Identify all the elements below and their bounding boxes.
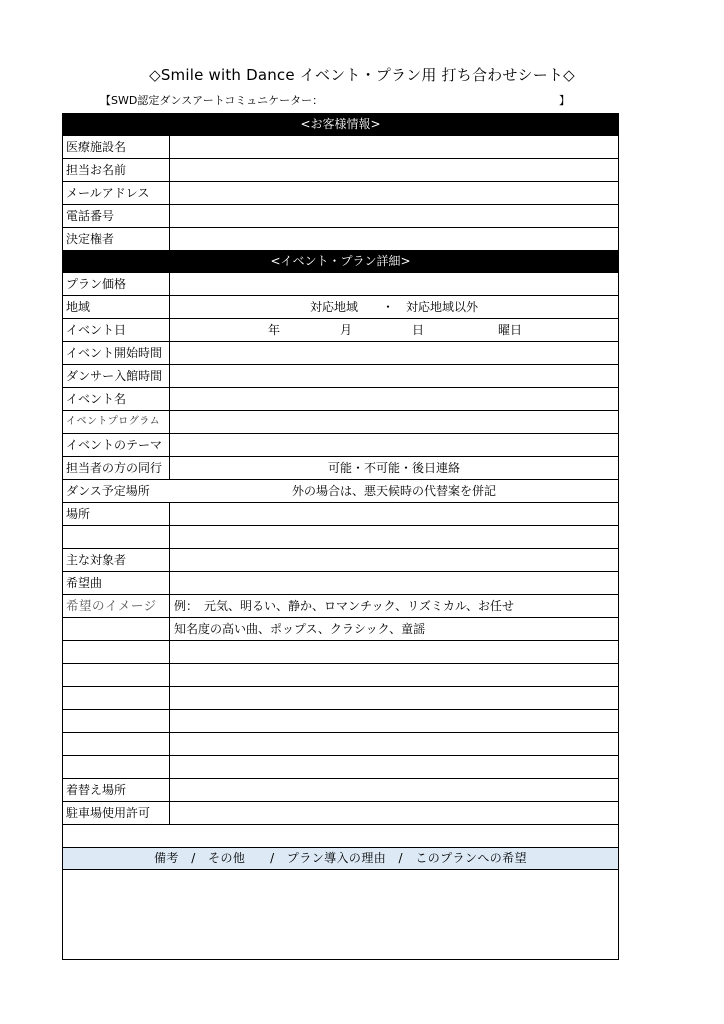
facility-name-label: 医療施設名 [63,136,170,158]
email-field[interactable] [170,182,618,204]
place-field[interactable] [170,503,618,525]
row-accompany [63,457,618,480]
blank-label [63,710,170,732]
start-time-field[interactable] [170,342,618,364]
blank-field[interactable] [170,664,618,686]
row-dancer-arrival [63,365,618,388]
place-extra-field[interactable] [170,526,618,548]
blank-label [63,756,170,778]
phone-label: 電話番号 [63,205,170,227]
row-event-program [63,411,618,434]
page-title: ◇Smile with Dance イベント・プラン用 打ち合わせシート◇ [149,66,575,84]
image-example-1[interactable]: 例： 元気、明るい、静か、ロマンチック、リズミカル、お任せ [174,599,514,613]
dancer-arrival-field[interactable] [170,365,618,387]
row-request-song [63,572,618,595]
accompany-options[interactable]: 可能・不可能・後日連絡 [327,461,460,475]
email-label: メールアドレス [63,182,170,204]
row-parking [63,802,618,825]
area-label: 地域 [63,296,170,318]
year-unit: 年 [268,323,281,337]
row-changing-room [63,779,618,802]
row-event-name [63,388,618,411]
event-program-field[interactable] [170,411,618,433]
row-area [63,296,618,319]
row-phone [63,205,618,228]
row-blank-5 [63,733,618,756]
spacer-row [63,825,618,848]
area-options[interactable]: 対応地域 ・ 対応地域以外 [309,300,478,314]
meeting-sheet [62,113,619,960]
start-time-label: イベント開始時間 [63,342,170,364]
audience-label: 主な対象者 [63,549,170,571]
decision-maker-label: 決定権者 [63,228,170,250]
dance-place-label: ダンス予定場所 [66,484,150,498]
event-date-field[interactable] [170,319,618,341]
row-blank-4 [63,710,618,733]
place-extra-label [63,526,170,548]
row-facility-name [63,136,618,159]
row-dance-place [63,480,618,503]
coordinator-close-bracket: 】 [559,94,570,107]
parking-label: 駐車場使用許可 [63,802,170,824]
row-email [63,182,618,205]
plan-price-label: プラン価格 [63,273,170,295]
audience-field[interactable] [170,549,618,571]
blank-label [63,664,170,686]
image-label-2 [63,618,170,640]
row-event-theme [63,434,618,457]
blank-field[interactable] [170,733,618,755]
contact-name-label: 担当お名前 [63,159,170,181]
row-contact-name [63,159,618,182]
accompany-label: 担当者の方の同行 [63,457,170,479]
blank-field[interactable] [170,710,618,732]
row-event-date [63,319,618,342]
image-label: 希望のイメージ [63,595,170,617]
changing-room-label: 着替え場所 [63,779,170,801]
row-image [63,595,618,618]
row-start-time [63,342,618,365]
row-audience [63,549,618,572]
facility-name-field[interactable] [170,136,618,158]
phone-field[interactable] [170,205,618,227]
row-decision-maker [63,228,618,251]
plan-price-field[interactable] [170,273,618,295]
event-program-label: イベントプログラム [63,411,170,433]
coordinator-line [100,92,570,108]
decision-maker-field[interactable] [170,228,618,250]
month-unit: 月 [340,323,353,337]
remarks-header: 備考 / その他 / プラン導入の理由 / このプランへの希望 [63,848,618,870]
weekday-unit: 曜日 [498,323,523,337]
row-blank-1 [63,641,618,664]
row-blank-3 [63,687,618,710]
dancer-arrival-label: ダンサー入館時間 [63,365,170,387]
coordinator-label: 【SWD認定ダンスアートコミュニケーター： [100,94,324,107]
event-name-label: イベント名 [63,388,170,410]
event-name-field[interactable] [170,388,618,410]
customer-section-header: <お客様情報> [63,114,618,136]
event-theme-label: イベントのテーマ [63,434,170,456]
request-song-field[interactable] [170,572,618,594]
event-theme-field[interactable] [170,434,618,456]
image-example-2[interactable]: 知名度の高い曲、ポップス、クラシック、童謡 [174,622,426,636]
event-section-header: <イベント・プラン詳細> [63,251,618,273]
row-blank-2 [63,664,618,687]
place-label: 場所 [63,503,170,525]
day-unit: 日 [412,323,425,337]
row-place [63,503,618,526]
blank-label [63,641,170,663]
row-plan-price [63,273,618,296]
event-date-label: イベント日 [63,319,170,341]
request-song-label: 希望曲 [63,572,170,594]
parking-field[interactable] [170,802,618,824]
blank-field[interactable] [170,641,618,663]
row-image-2 [63,618,618,641]
blank-field[interactable] [170,756,618,778]
contact-name-field[interactable] [170,159,618,181]
blank-field[interactable] [170,687,618,709]
blank-label [63,687,170,709]
dance-place-note: 外の場合は、悪天候時の代替案を併記 [291,484,496,498]
row-place-extra [63,526,618,549]
changing-room-field[interactable] [170,779,618,801]
blank-label [63,733,170,755]
remarks-field[interactable] [63,870,618,960]
row-blank-6 [63,756,618,779]
